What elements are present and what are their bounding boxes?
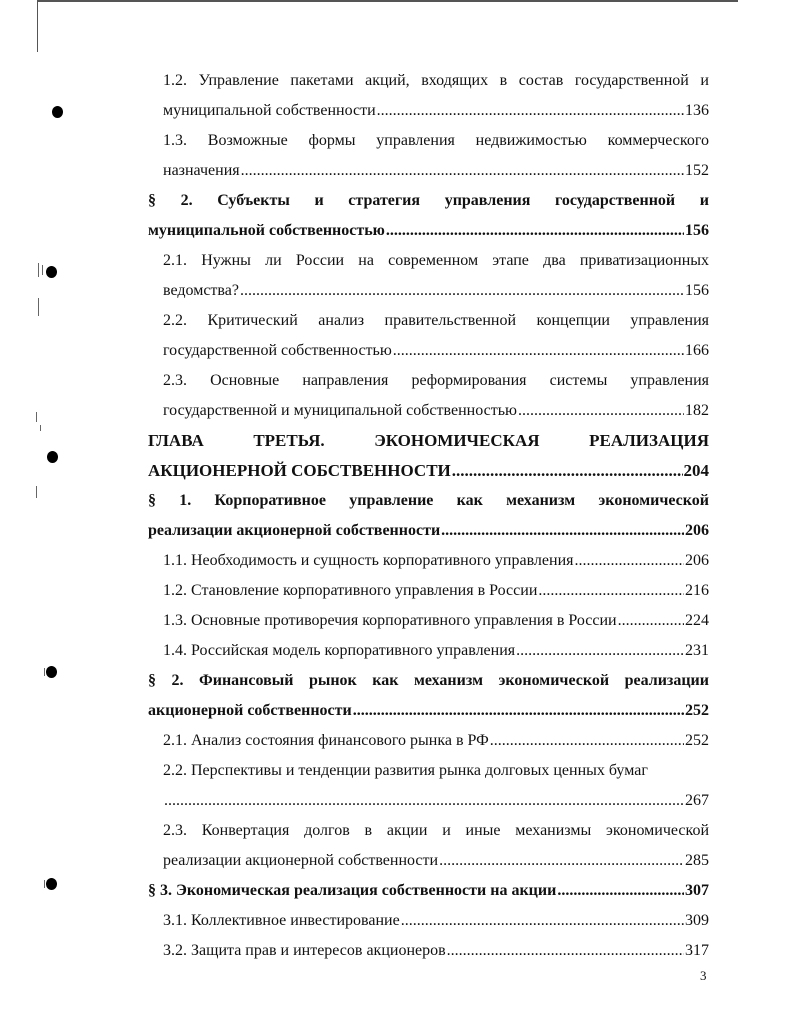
dot-leader xyxy=(538,576,684,606)
page-number: 3 xyxy=(700,968,707,983)
scan-speck xyxy=(36,412,37,422)
scan-speck xyxy=(38,263,39,277)
toc-entry-title: акционерной собственности xyxy=(148,702,352,719)
dot-leader xyxy=(516,636,684,666)
dot-leader xyxy=(447,936,684,966)
dot-leader xyxy=(240,276,684,306)
scan-speck xyxy=(36,486,37,498)
scan-speck xyxy=(42,265,43,275)
toc-page-number: 267 xyxy=(685,792,709,809)
toc-entry-title-line: § 2. Субъекты и стратегия управления государственной и xyxy=(148,192,709,209)
dot-leader xyxy=(574,546,684,576)
toc-entry-title: муниципальной собственностью xyxy=(148,222,385,239)
punch-hole-mark xyxy=(46,266,57,278)
scan-border-left xyxy=(37,0,38,52)
toc-entry[interactable] xyxy=(148,606,709,636)
toc-entry-title-line: 2.3. Основные направления реформирования системы управления xyxy=(163,372,709,389)
dot-leader xyxy=(452,456,683,486)
table-of-contents xyxy=(148,66,709,966)
toc-entry[interactable] xyxy=(148,936,709,966)
punch-hole-mark xyxy=(52,106,63,118)
toc-entry-title-line: § 1. Корпоративное управление как механизм экономической xyxy=(148,492,709,509)
toc-page-number: 156 xyxy=(685,282,709,299)
toc-entry-title: ведомства? xyxy=(163,282,239,299)
dot-leader xyxy=(164,786,684,816)
toc-entry-title: 1.1. Необходимость и сущность корпоративного управления xyxy=(163,552,574,569)
toc-entry[interactable] xyxy=(148,276,709,306)
dot-leader xyxy=(618,606,684,636)
toc-entry[interactable] xyxy=(148,906,709,936)
toc-entry-title: 1.2. Становление корпоративного управления в России xyxy=(163,582,538,599)
punch-hole-mark xyxy=(47,451,58,463)
dot-leader xyxy=(557,876,684,906)
toc-entry[interactable] xyxy=(148,456,709,486)
toc-page-number: 204 xyxy=(683,461,709,480)
toc-entry-title: 3.1. Коллективное инвестирование xyxy=(163,912,400,929)
toc-entry[interactable] xyxy=(148,396,709,426)
scan-border-top xyxy=(38,0,738,2)
toc-entry-title: АКЦИОНЕРНОЙ СОБСТВЕННОСТИ xyxy=(148,461,451,480)
toc-page-number: 206 xyxy=(685,522,709,539)
toc-entry[interactable] xyxy=(148,516,709,546)
toc-entry[interactable] xyxy=(148,726,709,756)
toc-entry-title-line: 2.2. Перспективы и тенденции развития рынка долговых ценных бумаг xyxy=(163,762,648,779)
toc-entry[interactable] xyxy=(148,696,709,726)
toc-page-number: 252 xyxy=(685,702,709,719)
toc-entry[interactable] xyxy=(148,336,709,366)
scan-speck xyxy=(40,425,41,431)
toc-page-number: 307 xyxy=(685,882,709,899)
toc-page-number: 216 xyxy=(685,582,709,599)
dot-leader xyxy=(441,516,684,546)
toc-entry-title: 1.4. Российская модель корпоративного управления xyxy=(163,642,516,659)
punch-hole-mark xyxy=(46,666,57,678)
toc-page-number: 285 xyxy=(685,852,709,869)
dot-leader xyxy=(377,96,684,126)
toc-entry-title: 1.3. Основные противоречия корпоративного управления в России xyxy=(163,612,617,629)
toc-entry[interactable] xyxy=(148,156,709,186)
toc-entry-title: 2.1. Анализ состояния финансового рынка в РФ xyxy=(163,732,489,749)
toc-page-number: 166 xyxy=(685,342,709,359)
toc-page-number: 182 xyxy=(685,402,709,419)
toc-page-number: 224 xyxy=(685,612,709,629)
toc-entry[interactable] xyxy=(148,786,709,816)
toc-entry-title-line: 2.3. Конвертация долгов в акции и иные механизмы экономической xyxy=(163,822,709,839)
dot-leader xyxy=(393,336,684,366)
dot-leader xyxy=(401,906,684,936)
toc-page-number: 156 xyxy=(685,222,709,239)
dot-leader xyxy=(518,396,684,426)
dot-leader xyxy=(241,156,684,186)
scan-speck xyxy=(44,668,45,676)
dot-leader xyxy=(490,726,684,756)
toc-entry[interactable] xyxy=(148,96,709,126)
toc-entry-title: реализации акционерной собственности xyxy=(148,522,441,539)
toc-entry-title: 3.2. Защита прав и интересов акционеров xyxy=(163,942,446,959)
toc-entry-title-line: 2.1. Нужны ли России на современном этапе два приватизационных xyxy=(163,252,709,269)
toc-page-number: 317 xyxy=(685,942,709,959)
toc-page-number: 231 xyxy=(685,642,709,659)
toc-entry[interactable] xyxy=(148,546,709,576)
toc-entry-title-line: ГЛАВА ТРЕТЬЯ. ЭКОНОМИЧЕСКАЯ РЕАЛИЗАЦИЯ xyxy=(148,431,709,450)
toc-page-number: 309 xyxy=(685,912,709,929)
dot-leader xyxy=(386,216,684,246)
toc-entry-title: государственной собственностью xyxy=(163,342,392,359)
punch-hole-mark xyxy=(46,878,57,890)
toc-page-number: 206 xyxy=(685,552,709,569)
toc-entry-title-line: 1.3. Возможные формы управления недвижимостью коммерческого xyxy=(163,132,709,149)
toc-entry-title-line: § 2. Финансовый рынок как механизм экономической реализации xyxy=(148,672,709,689)
toc-entry[interactable] xyxy=(148,216,709,246)
scan-speck xyxy=(44,880,45,888)
toc-entry-title: реализации акционерной собственности xyxy=(163,852,439,869)
toc-page-number: 152 xyxy=(685,162,709,179)
dot-leader xyxy=(353,696,684,726)
toc-page-number: 252 xyxy=(685,732,709,749)
dot-leader xyxy=(439,846,684,876)
toc-entry-title: назначения xyxy=(163,162,240,179)
toc-entry-title: государственной и муниципальной собственностью xyxy=(163,402,517,419)
toc-entry[interactable] xyxy=(148,636,709,666)
toc-page-number: 136 xyxy=(685,102,709,119)
toc-entry[interactable] xyxy=(148,876,709,906)
toc-entry-title-line: 1.2. Управление пакетами акций, входящих в состав государственной и xyxy=(163,72,709,89)
toc-entry[interactable] xyxy=(148,846,709,876)
toc-entry[interactable] xyxy=(148,576,709,606)
scan-speck xyxy=(38,298,39,316)
toc-entry-title: § 3. Экономическая реализация собственности на акции xyxy=(148,882,557,899)
toc-entry-title: муниципальной собственности xyxy=(163,102,376,119)
toc-entry-title-line: 2.2. Критический анализ правительственной концепции управления xyxy=(163,312,709,329)
